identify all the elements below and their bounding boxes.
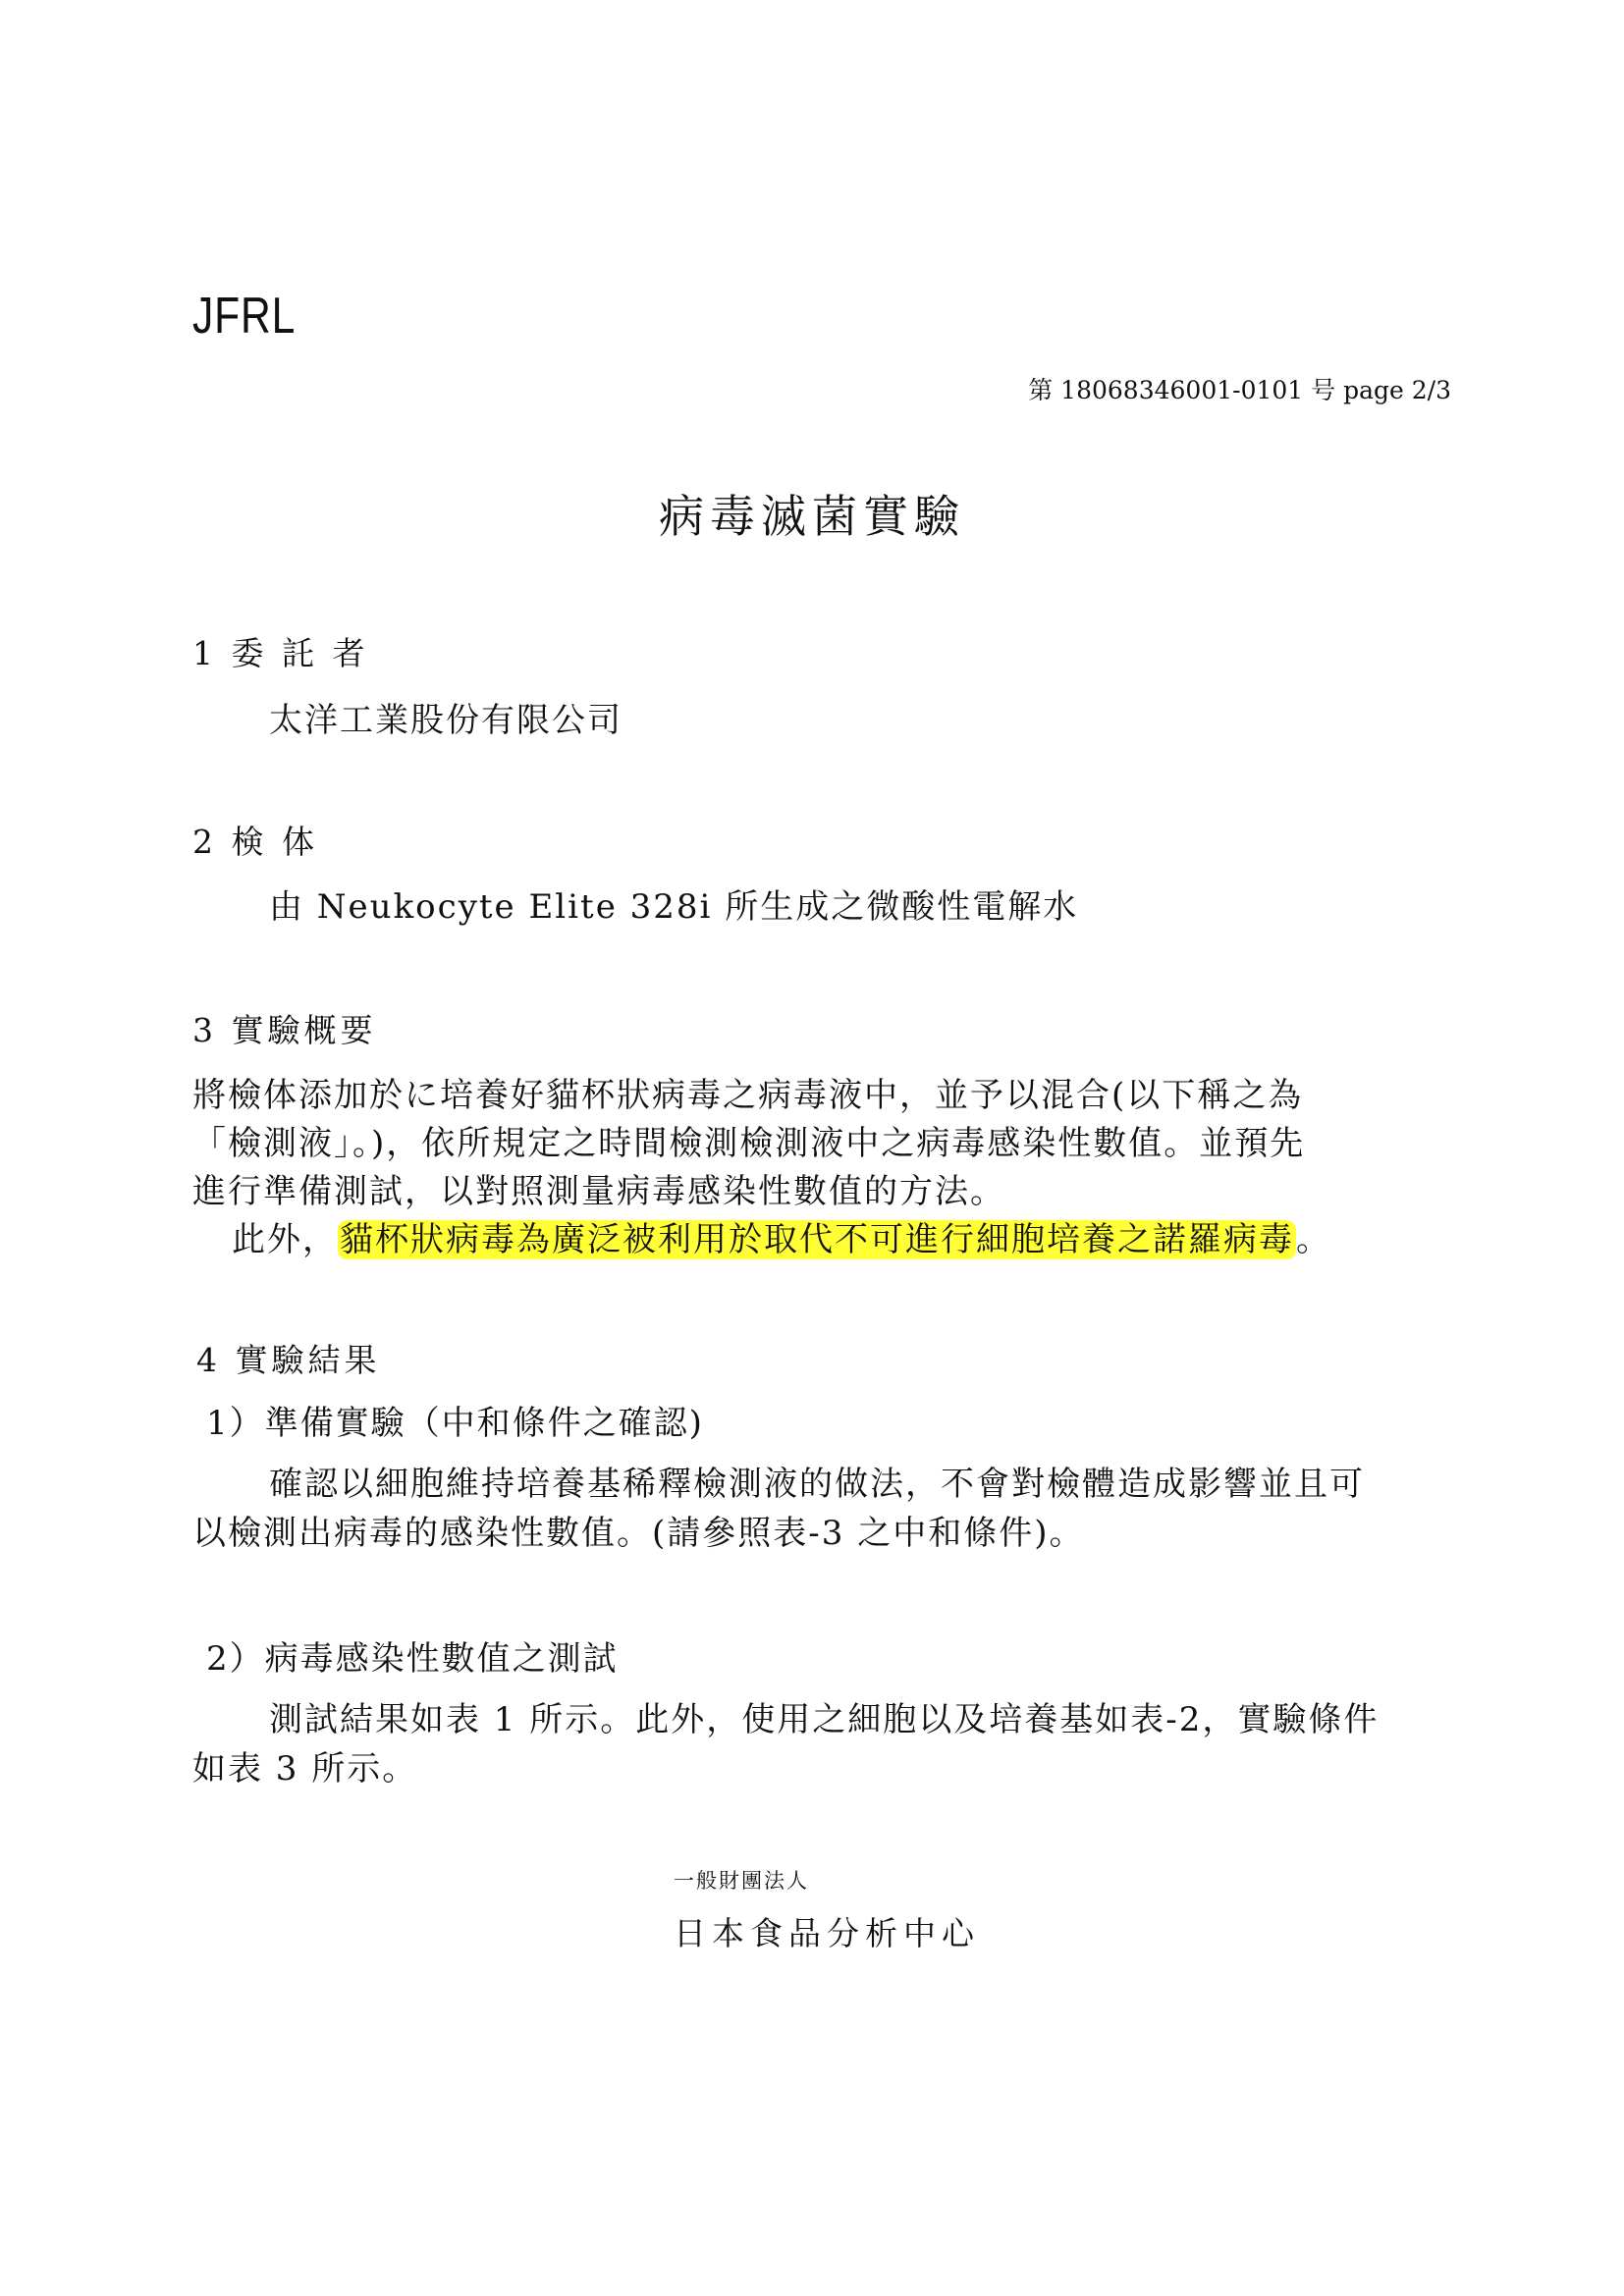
overview-heading: 3 實驗概要 xyxy=(192,1011,377,1049)
footer-org-type: 一般財團法人 xyxy=(674,1869,809,1893)
highlighted-note: 貓杯狀病毒為廣泛被利用於取代不可進行細胞培養之諾羅病毒 xyxy=(340,1220,1294,1259)
results-sub2-line-1: 測試結果如表 1 所示。此外，使用之細胞以及培養基如表-2，實驗條件 xyxy=(269,1700,1380,1739)
overview-line-2: 「檢測液」。)，依所規定之時間檢測檢測液中之病毒感染性數值。並預先 xyxy=(192,1124,1306,1163)
results-heading: 4 實驗結果 xyxy=(196,1341,381,1379)
sample-heading: 2 検 体 xyxy=(192,823,318,861)
overview-line-4-prefix: 此外， xyxy=(232,1220,338,1259)
results-sub2-line-2: 如表 3 所示。 xyxy=(192,1749,418,1789)
sample-description: 由 Neukocyte Elite 328i 所生成之微酸性電解水 xyxy=(269,887,1079,927)
overview-line-1: 將檢体添加於に培養好貓杯狀病毒之病毒液中，並予以混合(以下稱之為 xyxy=(192,1076,1304,1115)
results-sub1-heading: 1）準備實驗（中和條件之確認) xyxy=(206,1404,704,1443)
overview-line-4 xyxy=(232,1212,1331,1260)
client-heading: 1 委 託 者 xyxy=(192,634,369,672)
overview-line-3: 進行準備測試，以對照測量病毒感染性數值的方法。 xyxy=(192,1172,1005,1211)
results-sub1-line-1: 確認以細胞維持培養基稀釋檢測液的做法，不會對檢體造成影響並且可 xyxy=(269,1465,1365,1504)
results-sub2-heading: 2）病毒感染性數值之測試 xyxy=(206,1639,619,1679)
overview-line-4-suffix: 。 xyxy=(1296,1220,1331,1259)
page-title: 病毒滅菌實驗 xyxy=(659,490,965,543)
client-name: 太洋工業股份有限公司 xyxy=(269,701,623,740)
results-sub1-line-2: 以檢測出病毒的感染性數值。(請參照表-3 之中和條件)。 xyxy=(192,1514,1085,1553)
report-reference: 第 18068346001-0101 号 page 2/3 xyxy=(1028,376,1451,404)
jfrl-logo: JFRL xyxy=(192,288,297,345)
footer-org-name: 日本食品分析中心 xyxy=(674,1914,980,1952)
